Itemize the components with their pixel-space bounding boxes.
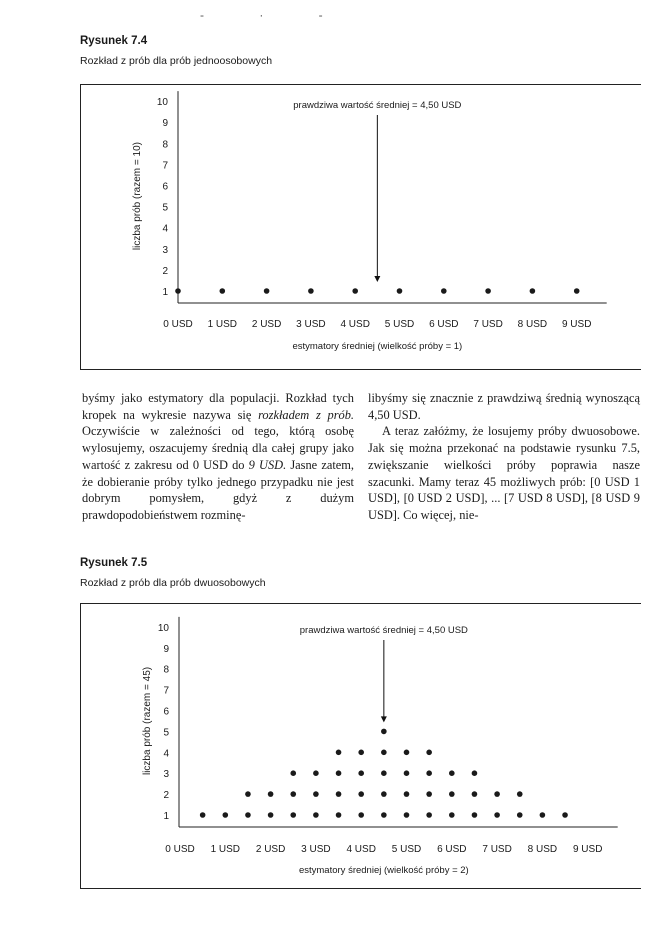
data-point bbox=[268, 812, 274, 818]
y-axis-label: liczba prób (razem = 45) bbox=[142, 666, 153, 776]
data-point bbox=[381, 729, 387, 735]
x-tick-label: 6 USD bbox=[437, 844, 467, 855]
x-tick-label: 6 USD bbox=[429, 319, 459, 330]
data-point bbox=[562, 812, 568, 818]
data-point bbox=[494, 791, 500, 797]
x-tick-label: 0 USD bbox=[165, 844, 195, 855]
y-tick-label: 3 bbox=[163, 769, 169, 781]
x-tick-label: 9 USD bbox=[572, 844, 603, 855]
y-tick-label: 5 bbox=[163, 727, 169, 739]
y-tick-label: 8 bbox=[162, 139, 168, 151]
data-point bbox=[404, 812, 410, 818]
data-point bbox=[472, 812, 478, 818]
data-point bbox=[449, 791, 455, 797]
y-tick-label: 8 bbox=[163, 664, 169, 676]
data-point bbox=[517, 812, 523, 818]
right-paragraph-1: libyśmy się znacznie z prawdziwą średnią wynoszącą 4,50 USD. bbox=[368, 391, 640, 422]
figure-7-4-caption: Rozkład z prób dla prób jednoosobowych bbox=[80, 55, 273, 67]
data-point bbox=[449, 812, 455, 818]
x-tick-label: 1 USD bbox=[210, 844, 241, 855]
y-tick-label: 7 bbox=[162, 160, 168, 172]
x-tick-label: 9 USD bbox=[561, 319, 592, 330]
right-paragraph-2: A teraz załóżmy, że losujemy próby dwuosobowe. Jak się można przekonać na podstawie rysunku 7.5, zwiększanie wielkości próby poprawia nasze szacunki. Mamy teraz 45 możliwych prób: [0 USD 1 USD], [0 USD 2 USD], ... [7 USD 8 USD], [8 USD 9 USD]. Co więcej, nie- bbox=[368, 424, 640, 522]
figure-7-5-number: Rysunek 7.5 bbox=[80, 557, 148, 569]
data-point bbox=[290, 770, 296, 776]
data-point bbox=[245, 812, 251, 818]
x-axis-label: estymatory średniej (wielkość próby = 2) bbox=[298, 865, 469, 876]
data-point bbox=[290, 791, 296, 797]
x-tick-label: 2 USD bbox=[255, 844, 286, 855]
data-point bbox=[494, 812, 500, 818]
x-tick-label: 5 USD bbox=[384, 319, 415, 330]
true-mean-annotation: prawdziwa wartość średniej = 4,50 USD bbox=[299, 625, 468, 636]
y-tick-label: 3 bbox=[162, 244, 168, 256]
figure-7-5-caption: Rozkład z prób dla prób dwuosobowych bbox=[80, 577, 266, 589]
data-point bbox=[336, 791, 342, 797]
data-point bbox=[426, 770, 432, 776]
y-tick-label: 4 bbox=[162, 223, 168, 235]
y-tick-label: 9 bbox=[163, 643, 169, 655]
x-tick-label: 8 USD bbox=[527, 844, 558, 855]
figure-7-4-number: Rysunek 7.4 bbox=[80, 35, 148, 47]
data-point bbox=[358, 750, 364, 756]
x-tick-label: 2 USD bbox=[251, 319, 282, 330]
y-tick-label: 7 bbox=[163, 685, 169, 697]
data-point bbox=[313, 812, 319, 818]
data-point bbox=[540, 812, 546, 818]
y-tick-label: 6 bbox=[162, 181, 168, 193]
y-tick-label: 1 bbox=[162, 287, 168, 298]
x-tick-label: 3 USD bbox=[301, 844, 331, 855]
data-point bbox=[404, 750, 410, 756]
data-point bbox=[426, 812, 432, 818]
data-point bbox=[358, 791, 364, 797]
y-tick-label: 6 bbox=[163, 706, 169, 718]
y-tick-label: 10 bbox=[156, 97, 168, 109]
x-tick-label: 0 USD bbox=[163, 319, 193, 330]
y-tick-label: 2 bbox=[163, 790, 169, 802]
page-header-marks: - · - bbox=[200, 8, 349, 22]
data-point bbox=[472, 791, 478, 797]
x-tick-label: 1 USD bbox=[207, 319, 238, 330]
left-text-em-rozkladem: rozkładem z prób. bbox=[258, 407, 354, 422]
data-point bbox=[381, 750, 387, 756]
y-tick-label: 4 bbox=[163, 748, 169, 760]
left-text-c: Jasne zatem, że dobieranie próby tylko jednego przypadku nie jest dobrym pomysłem, gdyż z dużym prawdopodobieństwem rozminę- bbox=[82, 457, 354, 522]
data-point bbox=[381, 791, 387, 797]
y-axis-label: liczba prób (razem = 10) bbox=[132, 141, 143, 251]
x-tick-label: 4 USD bbox=[346, 844, 376, 855]
data-point bbox=[472, 770, 478, 776]
data-point bbox=[336, 750, 342, 756]
data-point bbox=[245, 791, 251, 797]
data-point bbox=[268, 791, 274, 797]
data-point bbox=[200, 812, 206, 818]
true-mean-annotation: prawdziwa wartość średniej = 4,50 USD bbox=[293, 100, 462, 111]
data-point bbox=[449, 770, 455, 776]
data-point bbox=[313, 791, 319, 797]
x-tick-label: 7 USD bbox=[473, 319, 503, 330]
data-point bbox=[223, 812, 229, 818]
x-tick-label: 8 USD bbox=[517, 319, 548, 330]
left-text-em-9usd: 9 USD. bbox=[248, 457, 287, 472]
data-point bbox=[358, 812, 364, 818]
data-point bbox=[426, 750, 432, 756]
y-tick-label: 1 bbox=[163, 811, 169, 822]
data-point bbox=[336, 770, 342, 776]
x-tick-label: 3 USD bbox=[296, 319, 326, 330]
data-point bbox=[381, 812, 387, 818]
data-point bbox=[381, 770, 387, 776]
x-tick-label: 4 USD bbox=[340, 319, 370, 330]
left-text-a: byśmy jako estymatory dla populacji. Rozkład tych kropek na wykresie nazywa się bbox=[82, 391, 354, 422]
data-point bbox=[404, 770, 410, 776]
data-point bbox=[517, 791, 523, 797]
data-point bbox=[313, 770, 319, 776]
data-point bbox=[290, 812, 296, 818]
data-point bbox=[358, 770, 364, 776]
x-axis-label: estymatory średniej (wielkość próby = 1) bbox=[292, 341, 463, 352]
data-point bbox=[404, 791, 410, 797]
left-text-b: Oczywiście w zależności od tego, którą osobę wylosujemy, oszacujemy średnią dla całej grupy jako wartość z zakresu od 0 USD do bbox=[82, 424, 354, 472]
y-tick-label: 10 bbox=[157, 622, 169, 634]
y-tick-label: 2 bbox=[162, 265, 168, 277]
data-point bbox=[336, 812, 342, 818]
y-tick-label: 5 bbox=[162, 202, 168, 214]
x-tick-label: 7 USD bbox=[482, 844, 512, 855]
data-point bbox=[426, 791, 432, 797]
x-tick-label: 5 USD bbox=[391, 844, 422, 855]
true-mean-arrowhead bbox=[381, 716, 387, 722]
y-tick-label: 9 bbox=[162, 118, 168, 130]
